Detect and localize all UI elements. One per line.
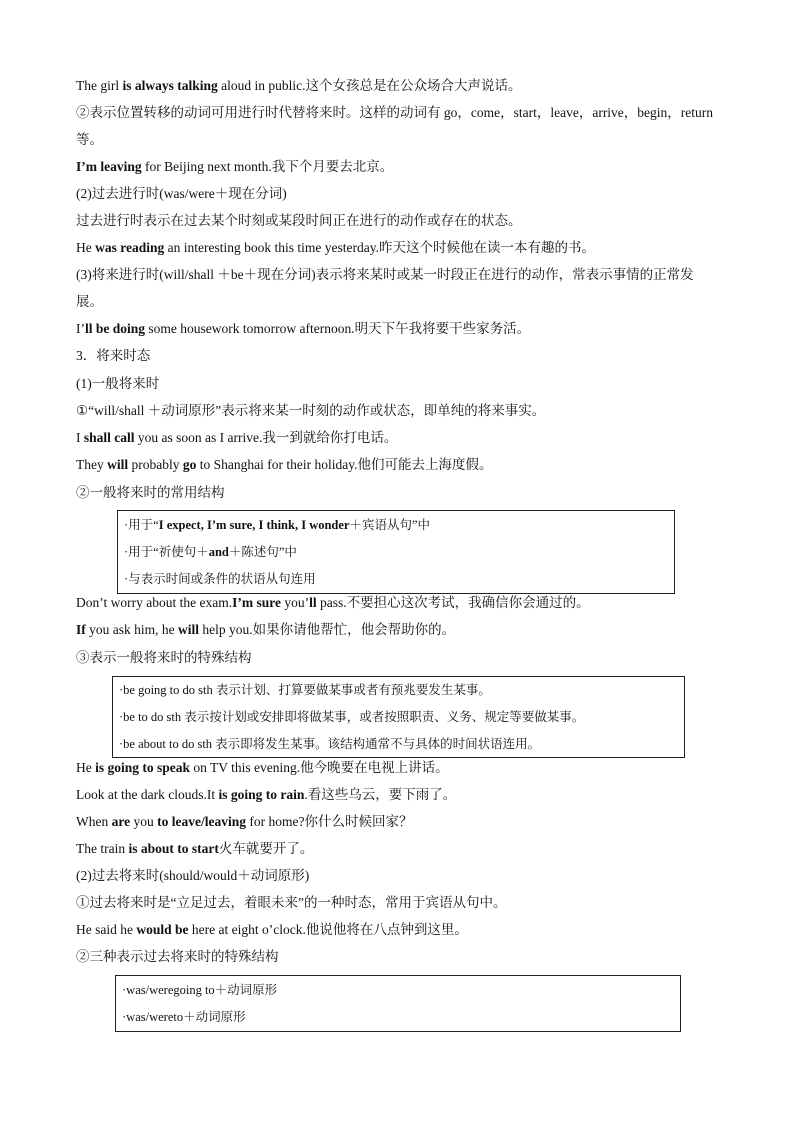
bold-phrase: ll — [309, 595, 317, 610]
text-run: ·be about to do sth 表示即将发生某事。该结构通常不与具体的时间状语连用。 — [119, 736, 541, 751]
text-run: to Shanghai for their holiday.他们可能去上海度假。 — [196, 457, 493, 472]
text-line — [76, 594, 590, 612]
bold-phrase: will — [107, 457, 129, 472]
text-run: He — [76, 240, 96, 255]
text-line — [76, 402, 545, 420]
section-heading — [76, 347, 150, 365]
text-run: When — [76, 814, 112, 829]
bold-phrase: I’m leaving — [76, 159, 142, 174]
bold-phrase: shall call — [83, 430, 135, 445]
text-line — [76, 948, 279, 966]
text-line — [76, 131, 103, 149]
section-heading — [76, 266, 694, 284]
text-run: 火车就要开了。 — [218, 841, 314, 856]
text-run: (1)一般将来时 — [76, 376, 160, 391]
box-row — [119, 735, 540, 753]
text-line — [76, 813, 412, 831]
text-run: I’ — [76, 321, 85, 336]
text-line — [76, 77, 522, 95]
text-line — [76, 212, 522, 230]
bold-phrase: and — [208, 545, 229, 559]
structure-box — [115, 975, 681, 1032]
text-run: aloud in public.这个女孩总是在公众场合大声说话。 — [217, 78, 522, 93]
box-row — [119, 681, 491, 699]
text-run: for home?你什么时候回家？ — [245, 814, 413, 829]
text-run: ·be going to do sth 表示计划、打算要做某事或者有预兆要发生某事。 — [119, 683, 491, 698]
text-run: 展。 — [76, 294, 103, 309]
text-run: (2)过去进行时(was/were＋现在分词) — [76, 186, 287, 201]
text-run: some housework tomorrow afternoon.明天下午我将要干些家务活。 — [145, 321, 531, 336]
text-run: Look at the dark clouds.It — [76, 787, 219, 802]
bold-phrase: is going to rain — [218, 787, 305, 802]
section-heading — [76, 375, 159, 393]
box-row — [124, 570, 316, 588]
text-run: 过去进行时表示在过去某个时刻或某段时间正在进行的动作或存在的状态。 — [76, 213, 522, 228]
text-line — [76, 104, 713, 122]
text-run: you — [130, 814, 158, 829]
structure-box — [112, 676, 685, 758]
text-run: pass.不要担心这次考试，我确信你会通过的。 — [316, 595, 590, 610]
text-run: I — [76, 430, 84, 445]
text-run: They — [76, 457, 108, 472]
text-line — [76, 621, 455, 639]
text-run: ＋陈述句”中 — [228, 545, 297, 559]
box-row — [122, 1008, 246, 1026]
text-line — [76, 484, 225, 502]
text-run: .看这些乌云，要下雨了。 — [304, 787, 457, 802]
bold-phrase: is about to start — [128, 841, 219, 856]
text-run: you ask him, he — [85, 622, 178, 637]
text-run: here at eight o’clock.他说他将在八点钟到这里。 — [188, 922, 468, 937]
text-line — [76, 429, 397, 447]
text-line — [76, 320, 530, 338]
text-run: help you.如果你请他帮忙，他会帮助你的。 — [199, 622, 456, 637]
text-line — [76, 759, 449, 777]
bold-phrase: was reading — [95, 240, 165, 255]
text-run: 3．将来时态 — [76, 348, 151, 363]
bold-phrase: I expect, I’m sure, I think, I wonder — [158, 517, 350, 532]
bold-phrase: will — [178, 622, 200, 637]
box-row — [124, 543, 297, 561]
text-run: ③表示一般将来时的特殊结构 — [76, 650, 252, 665]
box-row — [124, 516, 430, 534]
text-run: (3)将来进行时(will/shall ＋be＋现在分词)表示将来某时或某一时段正在进行的动作，常表示事情的正常发 — [76, 267, 694, 282]
text-run: The train — [76, 841, 129, 856]
bold-phrase: is going to speak — [95, 760, 191, 775]
bold-phrase: I’m sure — [232, 595, 281, 610]
text-run: He said he — [76, 922, 137, 937]
text-run: ＋宾语从句”中 — [349, 517, 431, 532]
text-run: ②表示位置转移的动词可用进行时代替将来时。这样的动词有 go，come，start，leave，arrive，begin，return — [76, 105, 714, 120]
section-heading — [76, 867, 309, 885]
bold-phrase: ll be doing — [85, 321, 146, 336]
bold-phrase: go — [182, 457, 197, 472]
text-line — [76, 456, 492, 474]
box-row — [119, 708, 584, 726]
text-run: ·was/wereto＋动词原形 — [122, 1010, 246, 1025]
text-run: Don’t worry about the exam. — [76, 595, 233, 610]
text-run: The girl — [76, 78, 123, 93]
text-run: you’ — [280, 595, 310, 610]
bold-phrase: to leave/leaving — [157, 814, 246, 829]
text-run: (2)过去将来时(should/would＋动词原形) — [76, 868, 310, 883]
bold-phrase: are — [111, 814, 131, 829]
text-run: you as soon as I arrive.我一到就给你打电话。 — [134, 430, 398, 445]
text-run: He — [76, 760, 96, 775]
text-run: ①过去将来时是“立足过去，着眼未来”的一种时态，常用于宾语从句中。 — [76, 895, 507, 910]
text-line — [76, 158, 393, 176]
text-line — [76, 293, 103, 311]
text-run: ·用于“ — [124, 517, 159, 532]
text-line — [76, 840, 313, 858]
bold-phrase: is always talking — [122, 78, 218, 93]
text-line — [76, 786, 456, 804]
text-run: for Beijing next month.我下个月要去北京。 — [141, 159, 394, 174]
text-run: probably — [128, 457, 183, 472]
text-run: on TV this evening.他今晚要在电视上讲话。 — [190, 760, 449, 775]
box-row — [122, 981, 277, 999]
text-run: 等。 — [76, 132, 103, 147]
section-heading — [76, 185, 287, 203]
text-line — [76, 921, 468, 939]
text-run: ②三种表示过去将来时的特殊结构 — [76, 949, 279, 964]
bold-phrase: would be — [136, 922, 189, 937]
text-run: ②一般将来时的常用结构 — [76, 485, 225, 500]
structure-box — [117, 510, 675, 594]
text-run: ·用于“祈使句＋ — [124, 545, 209, 559]
text-run: ·与表示时间或条件的状语从句连用 — [124, 572, 316, 587]
text-line — [76, 239, 595, 257]
text-line — [76, 894, 506, 912]
text-run: ①“will/shall ＋动词原形”表示将来某一时刻的动作或状态，即单纯的将来事实。 — [76, 403, 546, 418]
text-run: ·be to do sth 表示按计划或安排即将做某事，或者按照职责、义务、规定等要做某事。 — [119, 710, 585, 724]
text-run: ·was/weregoing to＋动词原形 — [122, 982, 278, 997]
text-line — [76, 649, 252, 667]
bold-phrase: If — [76, 622, 86, 637]
text-run: an interesting book this time yesterday.昨天这个时候他在读一本有趣的书。 — [164, 240, 595, 255]
